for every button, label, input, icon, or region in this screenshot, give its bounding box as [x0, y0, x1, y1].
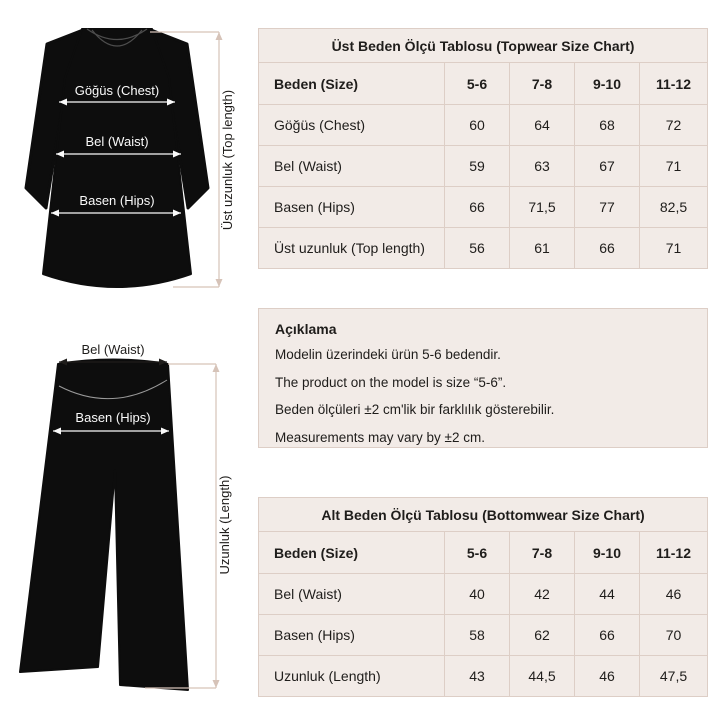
table-row [259, 146, 707, 187]
row-label: Göğüs (Chest) [274, 117, 366, 133]
row-label: Basen (Hips) [274, 199, 355, 215]
row-label: Üst uzunluk (Top length) [274, 240, 425, 256]
value-cell: 70 [639, 615, 707, 655]
table-header-row [259, 532, 707, 574]
table-row [259, 574, 707, 615]
value-cell: 59 [444, 146, 509, 186]
table-row [259, 615, 707, 656]
value-cell: 46 [639, 574, 707, 614]
size-col-header: 5-6 [444, 63, 509, 104]
table-row [259, 228, 707, 268]
value-cell: 82,5 [639, 187, 707, 227]
top-length-label: Üst uzunluk (Top length) [220, 89, 235, 231]
value-cell: 58 [444, 615, 509, 655]
bottomwear-illustration [5, 340, 240, 720]
value-cell: 61 [509, 228, 574, 268]
value-cell: 43 [444, 656, 509, 696]
value-cell: 72 [639, 105, 707, 145]
value-cell: 60 [444, 105, 509, 145]
bottomwear-size-table [258, 497, 708, 697]
value-cell: 66 [444, 187, 509, 227]
size-col-header: 9-10 [574, 532, 639, 573]
size-col-header: 5-6 [444, 532, 509, 573]
note-title: Açıklama [275, 321, 337, 337]
table-header-row [259, 63, 707, 105]
note-line: Modelin üzerindeki ürün 5-6 bedendir. [275, 347, 501, 362]
value-cell: 64 [509, 105, 574, 145]
topwear-illustration [13, 20, 248, 300]
value-cell: 71,5 [509, 187, 574, 227]
note-line: Beden ölçüleri ±2 cm'lik bir farklılık gösterebilir. [275, 402, 555, 417]
value-cell: 67 [574, 146, 639, 186]
topwear-table-title: Üst Beden Ölçü Tablosu (Topwear Size Chart) [259, 29, 707, 63]
hips-label: Basen (Hips) [79, 193, 155, 208]
value-cell: 68 [574, 105, 639, 145]
size-col-header: 11-12 [639, 532, 707, 573]
value-cell: 44,5 [509, 656, 574, 696]
size-col-header: 11-12 [639, 63, 707, 104]
size-col-header: 7-8 [509, 63, 574, 104]
value-cell: 77 [574, 187, 639, 227]
value-cell: 42 [509, 574, 574, 614]
row-label: Uzunluk (Length) [274, 668, 381, 684]
value-cell: 44 [574, 574, 639, 614]
pants-waist-label: Bel (Waist) [81, 342, 145, 357]
note-line: The product on the model is size “5-6”. [275, 374, 507, 390]
pants-hips-label: Basen (Hips) [75, 410, 151, 425]
value-cell: 71 [639, 228, 707, 268]
value-cell: 56 [444, 228, 509, 268]
table-row [259, 187, 707, 228]
table-row [259, 105, 707, 146]
value-cell: 63 [509, 146, 574, 186]
topwear-size-table [258, 28, 708, 269]
value-cell: 47,5 [639, 656, 707, 696]
value-cell: 62 [509, 615, 574, 655]
row-label: Basen (Hips) [274, 627, 355, 643]
size-header-cell: Beden (Size) [274, 544, 359, 561]
table-row [259, 656, 707, 696]
size-col-header: 9-10 [574, 63, 639, 104]
note-box [258, 308, 708, 448]
pants-length-label: Uzunluk (Length) [217, 475, 232, 575]
chest-label: Göğüs (Chest) [74, 83, 160, 98]
value-cell: 66 [574, 228, 639, 268]
size-header-cell: Beden (Size) [274, 75, 359, 92]
waist-label: Bel (Waist) [85, 134, 149, 149]
value-cell: 66 [574, 615, 639, 655]
row-label: Bel (Waist) [274, 586, 342, 602]
value-cell: 46 [574, 656, 639, 696]
value-cell: 71 [639, 146, 707, 186]
row-label: Bel (Waist) [274, 158, 342, 174]
value-cell: 40 [444, 574, 509, 614]
size-col-header: 7-8 [509, 532, 574, 573]
bottomwear-table-title: Alt Beden Ölçü Tablosu (Bottomwear Size Chart) [259, 498, 707, 532]
note-line: Measurements may vary by ±2 cm. [275, 429, 485, 445]
